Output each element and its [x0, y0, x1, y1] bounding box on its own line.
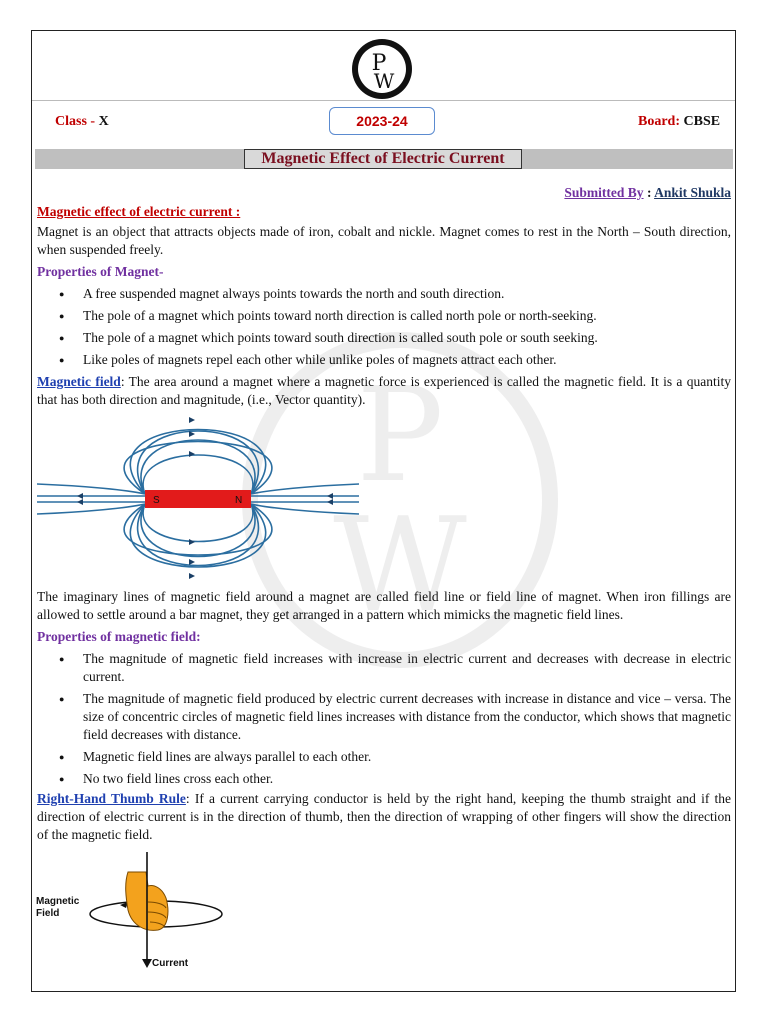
svg-text:P: P — [356, 359, 444, 511]
board-value: CBSE — [683, 114, 721, 129]
list-item: ● The magnitude of magnetic field increases with increase in electric current and decreases with decrease in electric current. — [37, 650, 731, 686]
list-item: ● A free suspended magnet always points towards the north and south direction. — [37, 285, 731, 303]
pw-logo-icon — [350, 37, 414, 101]
magnet-properties-list — [37, 285, 731, 369]
thumb-rule-text: Right-Hand Thumb Rule: If a current carrying conductor is held by the right hand, keeping the thumb straight and if the direction of electric current is in the direction of thumb, then the direction of wrapping of other fingers will show the direction of the magnetic field. — [37, 791, 731, 842]
field-properties-heading: Properties of magnetic field: — [37, 629, 201, 644]
header-divider — [32, 100, 735, 101]
svg-text:W: W — [333, 489, 467, 641]
intro-heading: Magnetic effect of electric current : — [37, 204, 241, 219]
year-badge: 2023-24 — [329, 107, 435, 135]
list-item: ● Magnetic field lines are always parallel to each other. — [37, 748, 731, 766]
svg-text:P: P — [371, 51, 387, 76]
list-item: ● The magnitude of magnetic field produced by electric current decreases with increase in distance and vice – versa. The size of concentric circles of magnetic field lines increases with distance from the conductor, which shows that magnetic field decreases with distance. — [37, 690, 731, 744]
magnet-properties-heading: Properties of Magnet- — [37, 264, 164, 279]
magnetic-field-label-2: Field — [36, 908, 60, 919]
south-pole-label: S — [153, 495, 160, 506]
magnetic-field-definition: Magnetic field: The area around a magnet where a magnetic force is experienced is called the magnetic field. It is a quantity that has both direction and magnitude, (i.e., Vector quantity). — [37, 374, 731, 407]
north-pole-label: N — [235, 495, 243, 506]
class-value: X — [98, 114, 109, 129]
bar-magnet-field-diagram — [37, 414, 359, 582]
list-item: ● No two field lines cross each other. — [37, 770, 731, 788]
svg-text:W: W — [373, 69, 395, 93]
current-label: Current — [152, 958, 189, 969]
class-label: Class - X — [55, 114, 109, 129]
magnetic-field-label-1: Magnetic — [36, 896, 80, 907]
submitted-by: Submitted By : Ankit Shukla — [564, 185, 731, 200]
list-item: ● Like poles of magnets repel each other while unlike poles of magnets attract each other. — [37, 351, 731, 369]
field-properties-list — [37, 650, 731, 788]
intro-text: Magnet is an object that attracts objects made of iron, cobalt and nickle. Magnet comes to rest in the North – South direction, when suspended freely. — [37, 224, 731, 257]
list-item: ● The pole of a magnet which points toward south direction is called south pole or south seeking. — [37, 329, 731, 347]
field-lines-text: The imaginary lines of magnetic field around a magnet are called field line or field line of magnet. When iron fillings are allowed to settle around a bar magnet, they get arranged in a pattern which mimicks the magnetic field lines. — [37, 589, 731, 622]
page-title: Magnetic Effect of Electric Current — [244, 149, 522, 169]
board-label: Board: CBSE — [638, 114, 721, 129]
right-hand-thumb-rule-figure — [36, 850, 236, 972]
author-name: Ankit Shukla — [654, 185, 731, 200]
list-item: ● The pole of a magnet which points toward north direction is called north pole or north-seeking. — [37, 307, 731, 325]
